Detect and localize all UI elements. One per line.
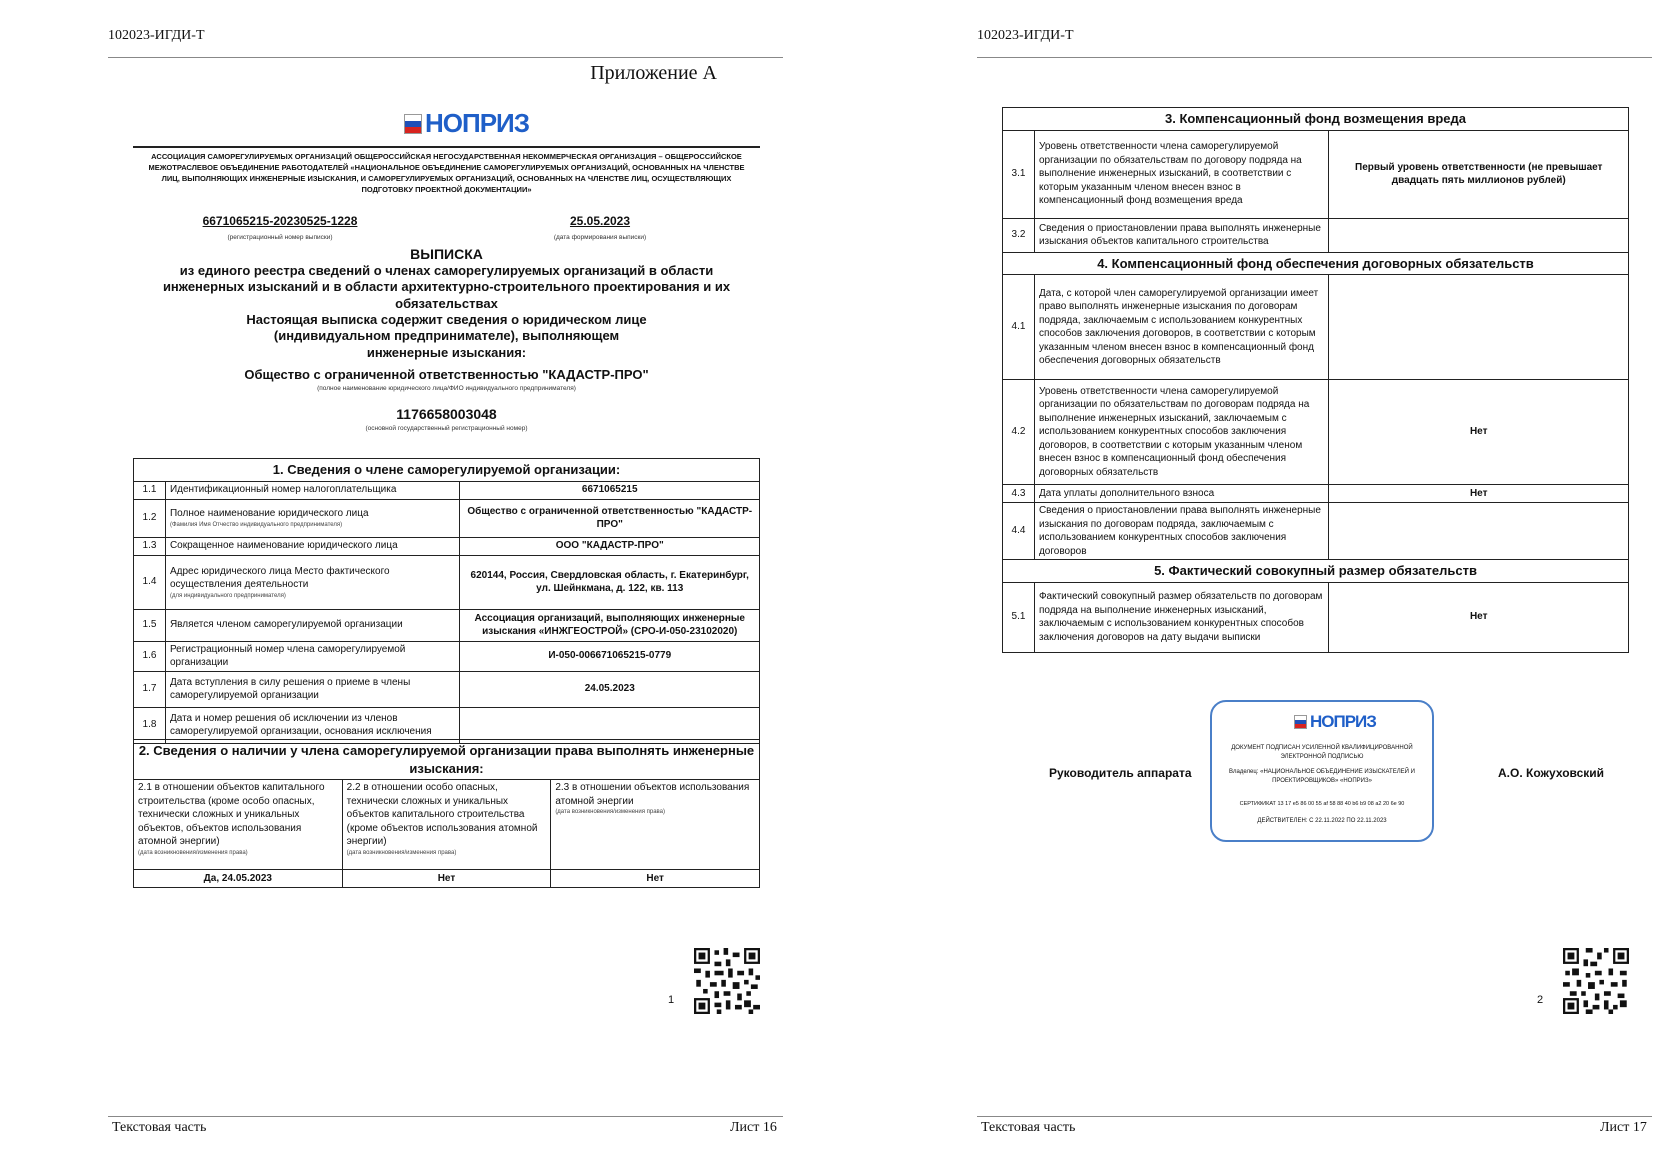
table-row: 1.2 Полное наименование юридического лица (Фамилия Имя Отчество индивидуального предпринимателя) Общество с ограниченной ответственностью "КАДАСТР-ПРО" [134,499,760,537]
table-row: 1.4 Адрес юридического лица Место фактического осуществления деятельности (для индивидуального предпринимателя) 620144, Россия, Свердловская область, г. Екатеринбург, ул. Шейнкмана, д. 122, кв. 113 [134,555,760,609]
table-row: 4.2 Уровень ответственности члена саморегулируемой организации по обязательствам по договорам подряда на выполнение инженерных изысканий, заключаемым с использованием конкурентных способов заключения договоров, в соответствии с которым указанным членом внесен взнос в компенсационный фонд обеспечения договорных обязательств Нет [1003,380,1629,485]
header-rule [108,57,783,58]
flag-icon [1294,715,1307,729]
table-row: 4.3 Дата уплаты дополнительного взноса Нет [1003,485,1629,503]
signer-name: А.О. Кожуховский [1498,766,1605,780]
stamp-line-1: ДОКУМЕНТ ПОДПИСАН УСИЛЕННОЙ КВАЛИФИЦИРОВАННОЙ ЭЛЕКТРОННОЙ ПОДПИСЬЮ [1231,745,1413,760]
sheet-number: Лист 16 [730,1120,777,1135]
section5-title: 5. Фактический совокупный размер обязательств [1003,560,1629,583]
logo-rule [133,146,760,148]
footer-rule [977,1116,1652,1117]
doc-code: 102023-ИГДИ-Т [108,28,205,43]
reg-number-caption: (регистрационный номер выписки) [227,234,333,241]
stamp-logo: НОПРИЗ [1294,712,1376,732]
section2-title: 2. Сведения о наличии у члена саморегулируемой организации права выполнять инженерные изыскания: [134,740,760,780]
member-table [133,458,760,744]
signature-stamp [1210,700,1434,842]
rights-table [133,739,760,888]
header-rule [977,57,1652,58]
qr-code-icon [1563,948,1629,1014]
doc-code: 102023-ИГДИ-Т [977,28,1074,43]
extract-date: 25.05.2023 [569,214,631,228]
sheet-number: Лист 17 [1600,1120,1647,1135]
stamp-line-3: СЕРТИФИКАТ 13 17 e5 86 00 55 af 58 88 40 b6 b9 08 a2 20 6e 90 [1239,801,1405,807]
extract-date-caption: (дата формирования выписки) [553,234,647,241]
table-row: 4.4 Сведения о приостановлении права выполнять инженерные изыскания по договорам подряда, заключаемым с использованием конкурентных способов заключения договоров [1003,503,1629,560]
footer-left: Текстовая часть [112,1120,207,1135]
table-row: 2.1 в отношении объектов капитального строительства (кроме особо опасных, технически сложных и уникальных объектов, объектов использования атомной энергии) (дата возникновения/изменения права) 2.2 в отношении особо опасных, технически сложных и уникальных объектов капитального строительства (кроме объектов использования атомной энергии) (дата возникновения/изменения права) 2.3 в отношении объектов использования атомной энергии (дата возникновения/изменения права) [134,780,760,870]
flag-icon [404,114,422,134]
page-number: 1 [668,994,675,1006]
table-row: 1.6 Регистрационный номер члена саморегулируемой организации И-050-006671065215-0779 [134,641,760,671]
table-row: 4.1 Дата, с которой член саморегулируемой организации имеет право выполнять инженерные изыскания по договорам подряда, заключаемым с использованием конкурентных способов заключения договоров, в соответствии с которым указанным членом внесен взнос в компенсационный фонд обеспечения договорных обязательств [1003,275,1629,380]
table-row: 1.5 Является членом саморегулируемой организации Ассоциация организаций, выполняющих инженерные изыскания «ИНЖГЕОСТРОЙ» (СРО-И-050-23102020) [134,609,760,641]
section3-title: 3. Компенсационный фонд возмещения вреда [1003,108,1629,131]
table-row: Да, 24.05.2023 Нет Нет [134,870,760,888]
table-row: 1.8 Дата и номер решения об исключении из членов саморегулируемой организации, основания исключения [134,707,760,743]
table-row: 5.1 Фактический совокупный размер обязательств по договорам подряда на выполнение инженерных изысканий, заключаемым с использованием конкурентных способов заключения договоров на дату выдачи выписки Нет [1003,582,1629,652]
org-name-caption: (полное наименование юридического лица/ФИО индивидуального предпринимателя) [317,385,576,392]
nopriz-logo: НОПРИЗ [404,108,529,139]
ogrn: 1176658003048 [396,406,497,422]
footer-left: Текстовая часть [981,1120,1076,1135]
table-row: 3.1 Уровень ответственности члена саморегулируемой организации по обязательствам по договору подряда на выполнение инженерных изысканий, в соответствии с которым указанным членом внесен взнос в компенсационный фонд возмещения вреда Первый уровень ответственности (не превышает двадцать пять миллионов рублей) [1003,130,1629,218]
table-row: 1.7 Дата вступления в силу решения о приеме в члены саморегулируемой организации 24.05.2023 [134,671,760,707]
extract-statement: Настоящая выписка содержит сведения о юридическом лице (индивидуальном предпринимателе), выполняющем инженерные изыскания: [246,312,647,360]
org-name: Общество с ограниченной ответственностью "КАДАСТР-ПРО" [244,367,649,382]
section1-title: 1. Сведения о члене саморегулируемой организации: [134,459,760,482]
extract-title: ВЫПИСКА [410,246,483,262]
stamp-line-2: Владелец: «НАЦИОНАЛЬНОЕ ОБЪЕДИНЕНИЕ ИЗЫСКАТЕЛЕЙ И ПРОЕКТИРОВЩИКОВ» «НОПРИЗ» [1229,769,1415,784]
appendix-title: Приложение А [590,62,717,84]
section4-title: 4. Компенсационный фонд обеспечения договорных обязательств [1003,252,1629,275]
signer-role: Руководитель аппарата [1049,766,1192,780]
table-row: 1.3 Сокращенное наименование юридического лица ООО "КАДАСТР-ПРО" [134,537,760,555]
page-2 [840,0,1680,1166]
extract-subtitle: из единого реестра сведений о членах саморегулируемых организаций в области инженерных изысканий и в области архитектурно-строительного проектирования и их обязательствах [162,263,731,311]
table-row: 3.2 Сведения о приостановлении права выполнять инженерные изыскания объектов капитального строительства [1003,218,1629,252]
association-text: АССОЦИАЦИЯ САМОРЕГУЛИРУЕМЫХ ОРГАНИЗАЦИЙ ОБЩЕРОССИЙСКАЯ НЕГОСУДАРСТВЕННАЯ НЕКОММЕРЧЕСКАЯ ОРГАНИЗАЦИЯ – ОБЩЕРОССИЙСКОЕ МЕЖОТРАСЛЕВОЕ ОБЪЕДИНЕНИЕ РАБОТОДАТЕЛЕЙ «НАЦИОНАЛЬНОЕ ОБЪЕДИНЕНИЕ САМОРЕГУЛИРУЕМЫХ ОРГАНИЗАЦИЙ, ОСНОВАННЫХ НА ЧЛЕНСТВЕ ЛИЦ, ВЫПОЛНЯЮЩИХ ИНЖЕНЕРНЫЕ ИЗЫСКАНИЯ, И САМОРЕГУЛИРУЕМЫХ ОРГАНИЗАЦИЙ, ОСНОВАННЫХ НА ЧЛЕНСТВЕ ЛИЦ, ОСУЩЕСТВЛЯЮЩИХ ПОДГОТОВКУ ПРОЕКТНОЙ ДОКУМЕНТАЦИИ» [148,152,745,194]
ogrn-caption: (основной государственный регистрационный номер) [365,425,528,432]
obligations-table [1002,107,1629,653]
stamp-line-4: ДЕЙСТВИТЕЛЕН: С 22.11.2022 ПО 22.11.2023 [1257,818,1387,824]
footer-rule [108,1116,783,1117]
page-number: 2 [1537,994,1544,1006]
qr-code-icon [694,948,760,1014]
reg-number: 6671065215-20230525-1228 [202,214,358,228]
table-row: 1.1 Идентификационный номер налогоплательщика 6671065215 [134,481,760,499]
